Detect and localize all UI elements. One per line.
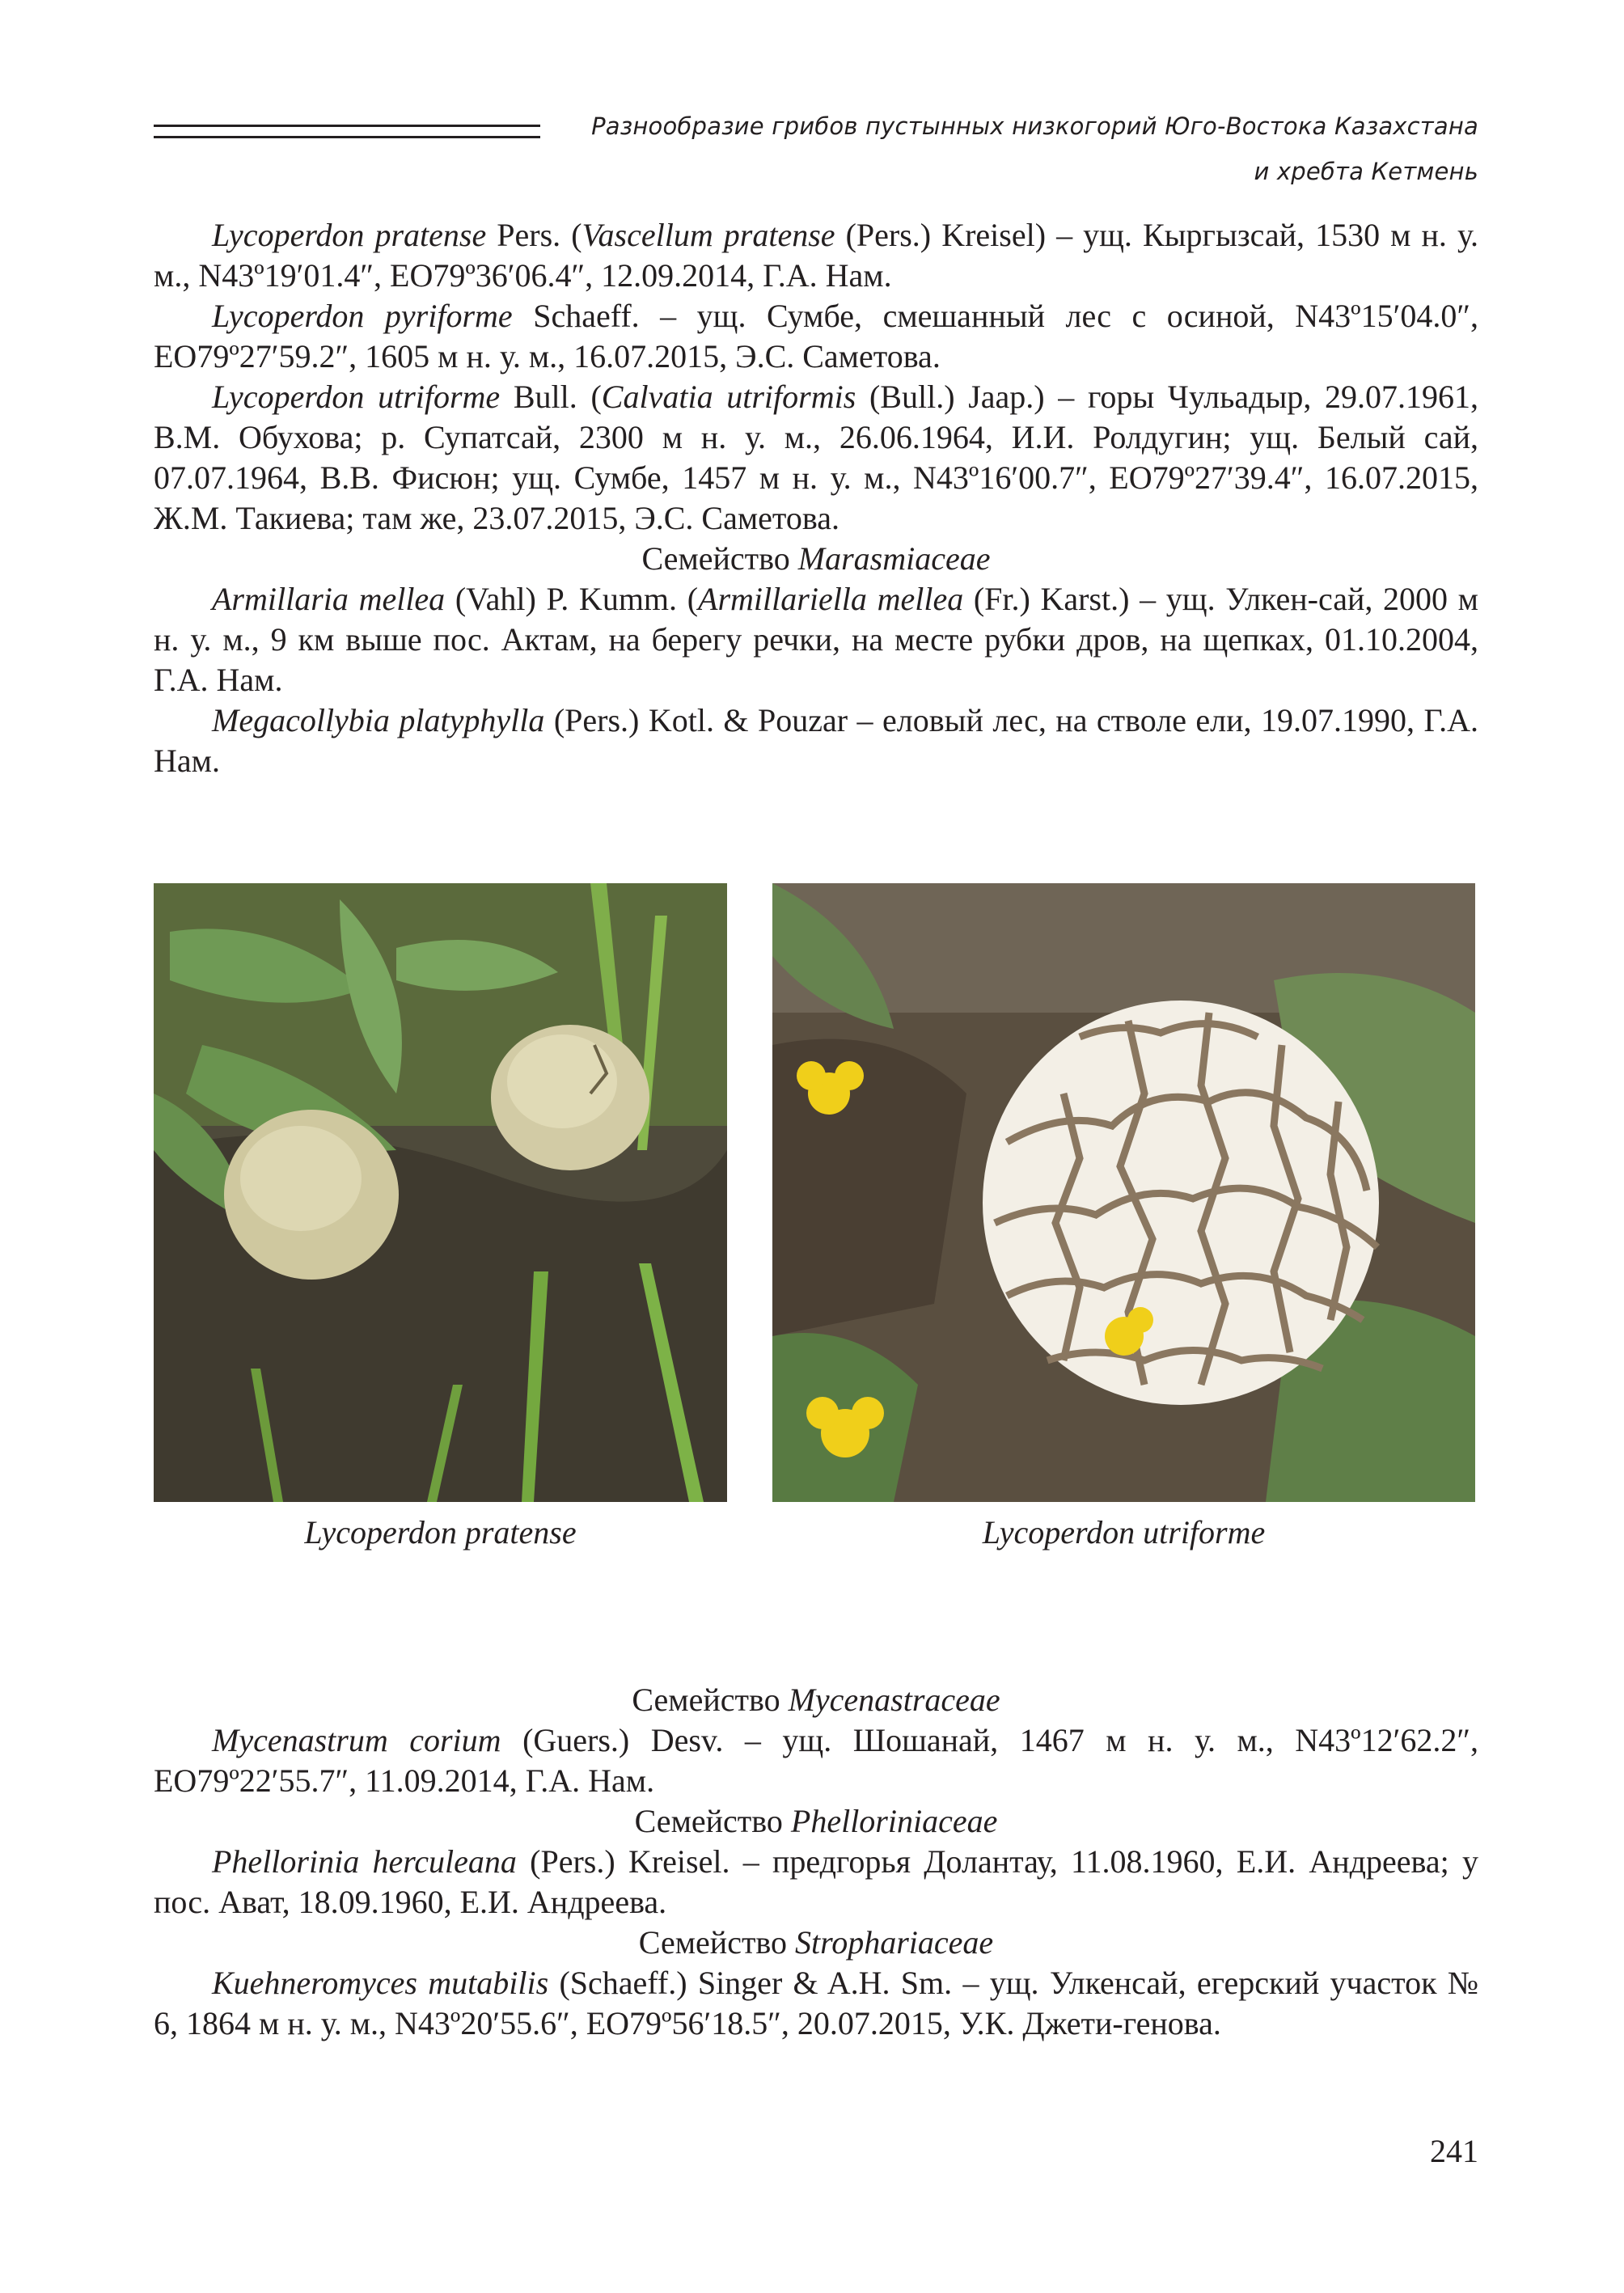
family-heading-marasmiaceae: Семейство Marasmiaceae <box>641 540 991 577</box>
species-entry-kuehneromyces-mutabilis: Kuehneromyces mutabilis (Schaeff.) Singer & A.H. Sm. – ущ. Улкенсай, егерский участок № 6, 1864 м н. у. м., N43º20′55.6″, EO79º56′18.5″, 20.07.2015, У.К. Джети-генова. <box>154 1965 1479 2041</box>
species-entry-armillaria-mellea: Armillaria mellea (Vahl) P. Kumm. (Armillariella mellea (Fr.) Karst.) – ущ. Улкен-сай, 2000 м н. у. м., 9 км выше пос. Актам, на берегу речки, на месте рубки дров, на щепках, 01.10.2004, Г.А. Нам. <box>154 581 1478 698</box>
family-heading-phelloriniaceae: Семейство Phelloriniaceae <box>634 1803 998 1839</box>
species-name: Phellorinia herculeana <box>212 1843 517 1880</box>
figure-caption-left: Lycoperdon pratense <box>304 1514 577 1551</box>
photo-lycoperdon-pratense <box>154 883 727 1502</box>
photo-lycoperdon-utriforme-image <box>772 883 1475 1502</box>
species-entry-megacollybia-platyphylla: Megacollybia platyphylla (Pers.) Kotl. & Pouzar – еловый лес, на стволе ели, 19.07.1990, Г.А. Нам. <box>154 702 1478 779</box>
family-heading-strophariaceae: Семейство Strophariaceae <box>638 1924 994 1961</box>
header-double-rule <box>154 125 540 138</box>
species-name: Kuehneromyces mutabilis <box>212 1965 549 2001</box>
species-entry-mycenastrum-corium: Mycenastrum corium (Guers.) Desv. – ущ. Шошанай, 1467 м н. у. м., N43º12′62.2″, EO79º22′55.7″, 11.09.2014, Г.А. Нам. <box>154 1722 1478 1799</box>
species-name: Lycoperdon utriforme <box>212 379 501 415</box>
species-entry-phellorinia-herculeana: Phellorinia herculeana (Pers.) Kreisel. – предгорья Долантау, 11.08.1960, Е.И. Андреева; у пос. Ават, 18.09.1960, Е.И. Андреева. <box>154 1843 1478 1920</box>
species-name: Armillaria mellea <box>212 581 446 617</box>
text-block-top <box>154 215 1478 781</box>
figure-caption-right: Lycoperdon utriforme <box>982 1514 1266 1551</box>
page-number: 241 <box>1430 2133 1478 2169</box>
species-name: Lycoperdon pyriforme <box>212 298 513 334</box>
photo-lycoperdon-utriforme <box>772 883 1475 1502</box>
text-block-bottom <box>154 1680 1478 2044</box>
running-title-line-1: Разнообразие грибов пустынных низкогорий Юго-Востока Казахстана <box>591 112 1478 140</box>
species-entry-lycoperdon-utriforme: Lycoperdon utriforme Bull. (Calvatia utriformis (Bull.) Jaap.) – горы Чульадыр, 29.07.1961, В.М. Обухова; р. Супатсай, 2300 м н. у. м., 26.06.1964, И.И. Ролдугин; ущ. Белый сай, 07.07.1964, В.В. Фисюн; ущ. Сумбе, 1457 м н. у. м., N43º16′00.7″, EO79º27′39.4″, 16.07.2015, Ж.М. Такиева; там же, 23.07.2015, Э.С. Саметова. <box>154 379 1479 536</box>
species-entry-lycoperdon-pyriforme: Lycoperdon pyriforme Schaeff. – ущ. Сумбе, смешанный лес с осиной, N43º15′04.0″, EO79º27′59.2″, 1605 м н. у. м., 16.07.2015, Э.С. Саметова. <box>154 298 1478 374</box>
running-head <box>154 104 1478 192</box>
running-title <box>591 104 1478 194</box>
species-name: Megacollybia platyphylla <box>212 702 545 738</box>
species-name: Mycenastrum corium <box>212 1722 501 1758</box>
species-name: Lycoperdon pratense <box>212 217 487 253</box>
synonym-name: Calvatia utriformis <box>601 379 856 415</box>
synonym-name: Vascellum pratense <box>582 217 835 253</box>
species-entry-lycoperdon-pratense: Lycoperdon pratense Pers. (Vascellum pratense (Pers.) Kreisel) – ущ. Кыргызсай, 1530 м н. у. м., N43º19′01.4″, EO79º36′06.4″, 12.09.2014, Г.А. Нам. <box>154 217 1478 294</box>
family-heading-mycenastraceae: Семейство Mycenastraceae <box>632 1682 1000 1718</box>
running-title-line-2: и хребта Кетмень <box>1254 158 1478 185</box>
synonym-name: Armillariella mellea <box>698 581 964 617</box>
photo-lycoperdon-pratense-image <box>154 883 727 1502</box>
